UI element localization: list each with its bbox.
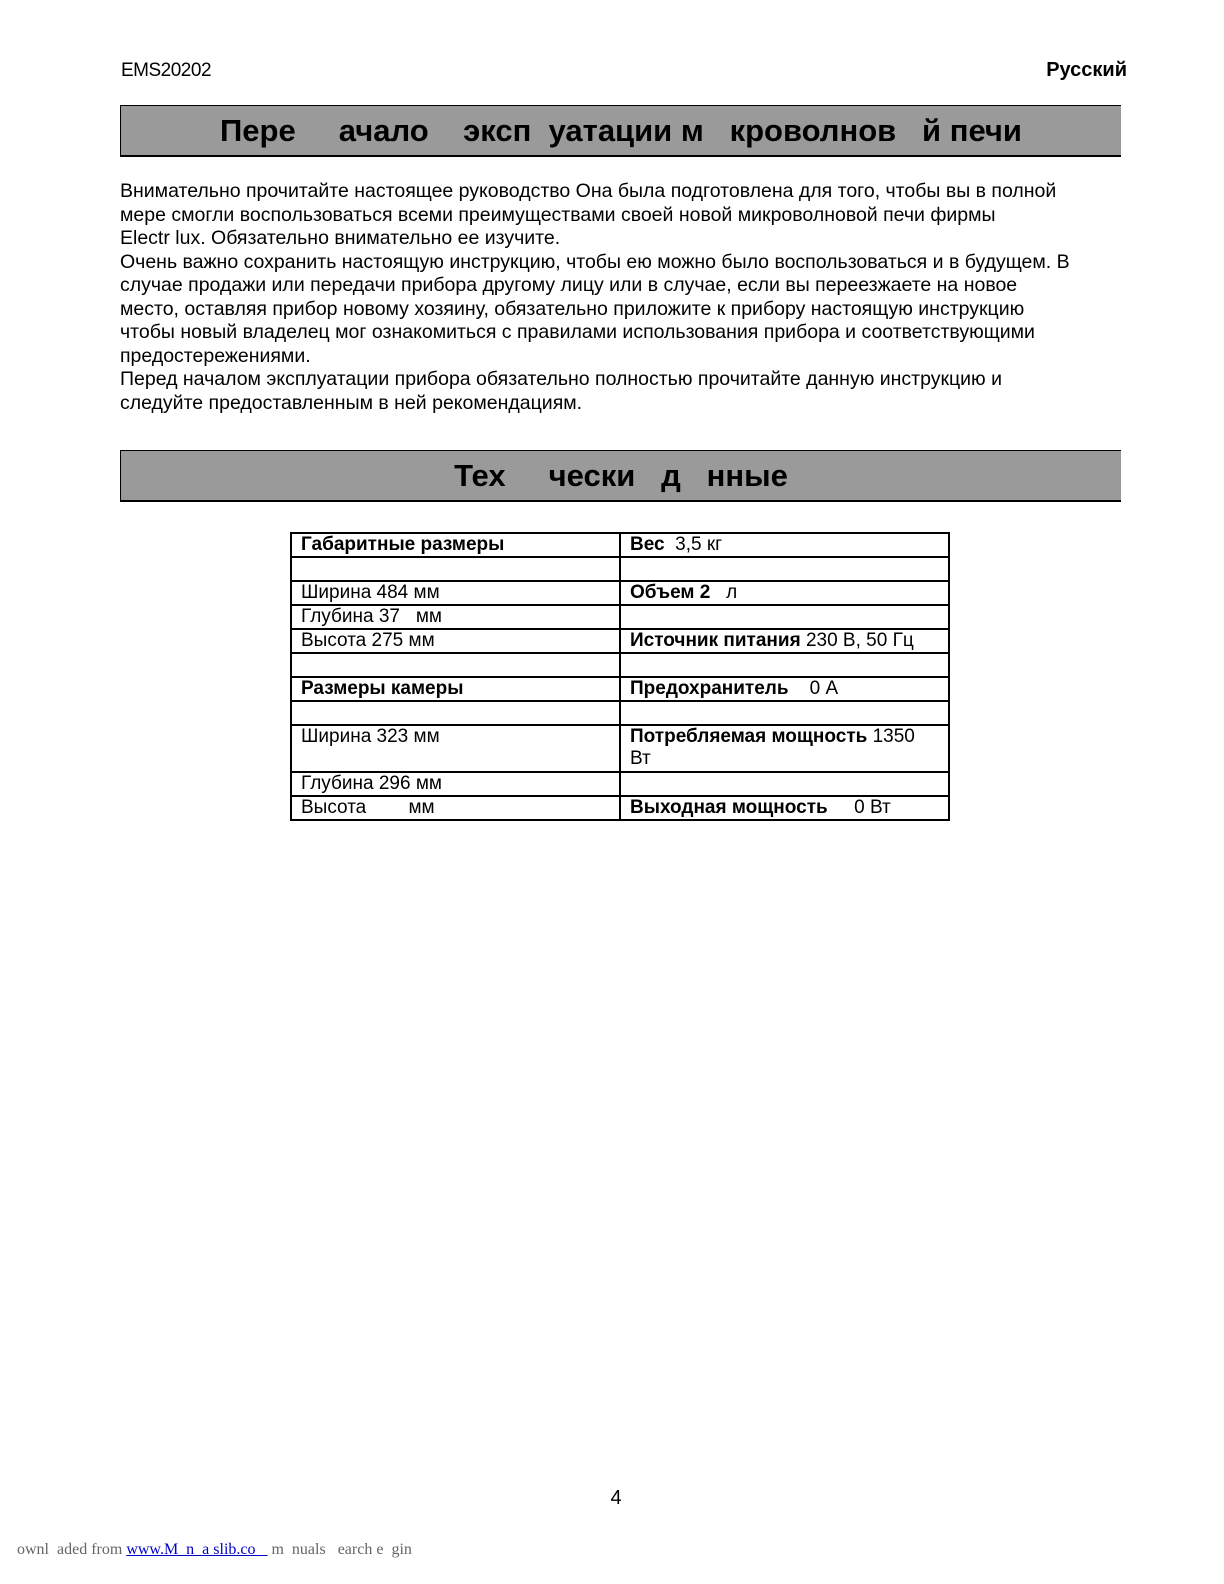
left-cell: [291, 581, 620, 605]
right-cell: [620, 605, 949, 629]
left-cell: [291, 605, 620, 629]
left-cell: [291, 725, 620, 772]
right-cell: [620, 629, 949, 653]
table-row: [291, 725, 949, 772]
table-row: [291, 557, 949, 581]
intro-text: [120, 180, 1130, 415]
spec-value: Глубина 296 мм: [301, 773, 442, 794]
left-cell: [291, 533, 620, 557]
spec-value: Глубина 37 мм: [301, 606, 442, 627]
spec-value: Ширина 484 мм: [301, 582, 440, 603]
table-row: [291, 605, 949, 629]
right-cell: [620, 557, 949, 581]
table-row: [291, 772, 949, 796]
spec-value: Ширина 323 мм: [301, 726, 440, 747]
left-cell: [291, 653, 620, 677]
table-row: [291, 796, 949, 820]
left-cell: [291, 677, 620, 701]
right-cell: [620, 677, 949, 701]
table-row: [291, 653, 949, 677]
right-cell: [620, 701, 949, 725]
right-cell: [620, 533, 949, 557]
spec-label: Источник питания: [630, 630, 801, 651]
spec-value: 0 А: [788, 678, 839, 699]
technical-data-table: [290, 532, 950, 821]
spec-value: л: [710, 582, 738, 603]
spec-label: Размеры камеры: [301, 678, 464, 699]
footer-suffix: m nuals earch e gin: [267, 1541, 412, 1558]
intro-paragraph: Перед началом эксплуатации прибора обязательно полностью прочитайте данную инструкцию и следуйте предоставленным в ней рекомендациям.: [120, 368, 1002, 414]
spec-value: Высота мм: [301, 797, 435, 818]
right-cell: [620, 581, 949, 605]
table-row: [291, 581, 949, 605]
spec-label: Вес: [630, 534, 665, 555]
download-footer: [17, 1541, 412, 1559]
right-cell: [620, 725, 949, 772]
right-cell: [620, 772, 949, 796]
right-cell: [620, 796, 949, 820]
spec-label: Предохранитель: [630, 678, 789, 699]
footer-prefix: ownl aded from: [17, 1541, 127, 1558]
left-cell: [291, 796, 620, 820]
page-number: 4: [610, 1487, 622, 1509]
section-title-technical-data: Тех чески д нные: [120, 450, 1121, 502]
left-cell: [291, 772, 620, 796]
intro-paragraph: Внимательно прочитайте настоящее руководство Она была подготовлена для того, чтобы вы в полной мере смогли воспользоваться всеми преимуществами своей новой микроволновой печи фирмы Electr lux. Обязательно внимательно ее изучите.: [120, 180, 1057, 249]
footer-link[interactable]: www.M n a slib.co: [126, 1541, 268, 1558]
document-model-label: EMS20202: [121, 60, 212, 81]
left-cell: [291, 701, 620, 725]
spec-label: Потребляемая мощность: [630, 726, 868, 747]
right-cell: [620, 653, 949, 677]
section-title-getting-started: Пере ачало эксп уатации м кроволнов й печи: [120, 105, 1121, 157]
table-row: [291, 533, 949, 557]
table-row: [291, 701, 949, 725]
spec-value: 0 Вт: [827, 797, 891, 818]
spec-value: 1350 Вт: [630, 726, 921, 769]
left-cell: [291, 629, 620, 653]
intro-paragraph: Очень важно сохранить настоящую инструкцию, чтобы ею можно было воспользоваться и в будущем. В случае продажи или передачи прибора другому лицу или в случае, если вы переезжаете на новое место, оставляя прибор новому хозяину, обязательно приложите к прибору настоящую инструкцию чтобы новый владелец мог ознакомиться с правилами использования прибора и соответствующими предостережениями.: [120, 250, 1070, 367]
language-label: Русский: [1046, 59, 1127, 81]
spec-label: Объем 2: [630, 582, 711, 603]
spec-label: Выходная мощность: [630, 797, 828, 818]
table-row: [291, 677, 949, 701]
spec-value: 3,5 кг: [664, 534, 723, 555]
spec-label: Габаритные размеры: [301, 534, 505, 555]
table-row: [291, 629, 949, 653]
spec-value: 230 В, 50 Гц: [800, 630, 914, 651]
left-cell: [291, 557, 620, 581]
spec-value: Высота 275 мм: [301, 630, 435, 651]
